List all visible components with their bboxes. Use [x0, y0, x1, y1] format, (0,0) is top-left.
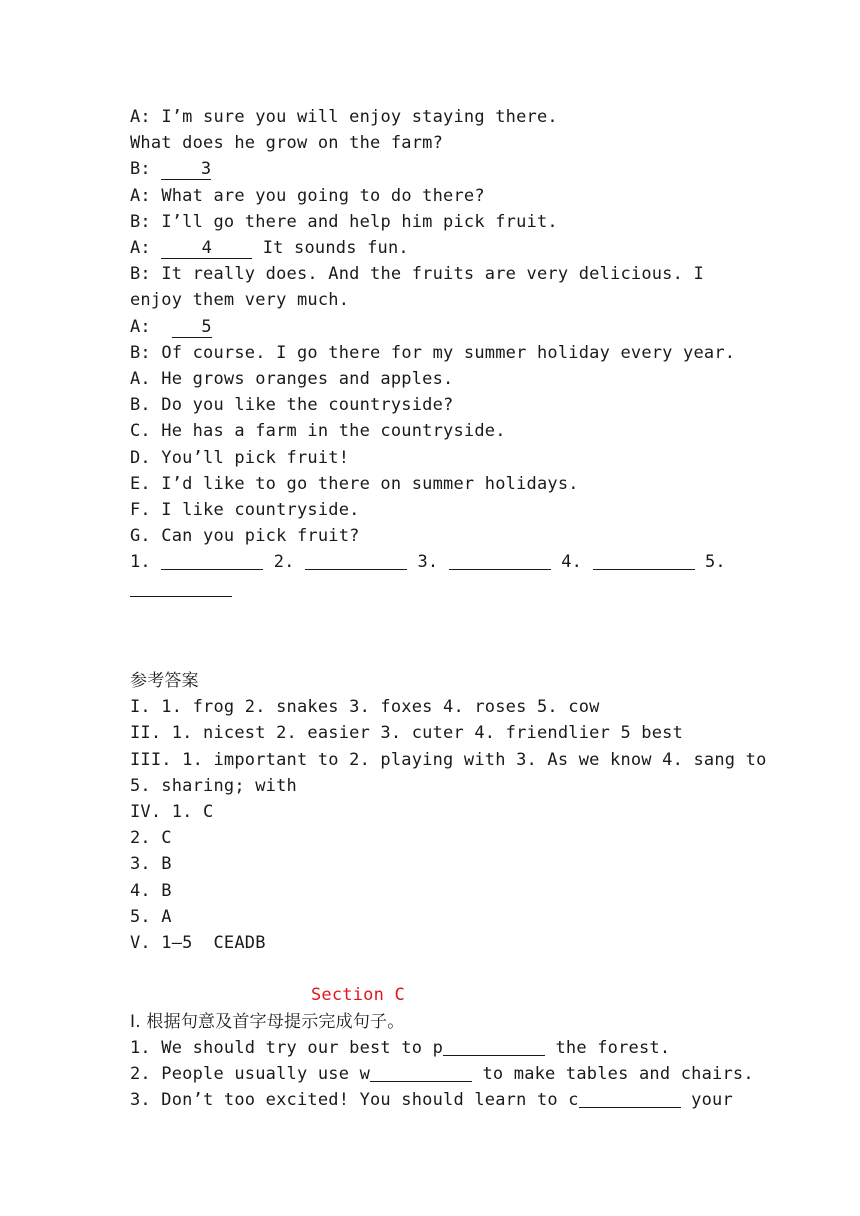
- blank-label: 2.: [273, 552, 295, 573]
- item-text: 2. People usually use w: [130, 1064, 371, 1085]
- speaker: B:: [130, 342, 151, 363]
- speaker: A:: [130, 316, 151, 337]
- answer-line: II. 1. nicest 2. easier 3. cuter 4. friendlier 5 best: [130, 723, 684, 744]
- spacer: [130, 628, 734, 668]
- answer-line: 5. A: [130, 906, 172, 927]
- option-item: F. I like countryside.: [130, 500, 360, 521]
- line-text: I’ll go there and help him pick fruit.: [161, 211, 558, 232]
- blank-number: 4: [201, 238, 213, 259]
- option-item: D. You’ll pick fruit!: [130, 447, 350, 468]
- blank-5: [172, 317, 212, 338]
- dialogue-line: [130, 314, 734, 340]
- answer-line: 4. B: [130, 880, 172, 901]
- answer-line: 3. B: [130, 854, 172, 875]
- line-text: Of course. I go there for my summer holiday every year.: [161, 342, 736, 363]
- dialogue-line: [130, 104, 734, 130]
- fill-blank: [579, 1089, 681, 1108]
- answer-line: 5. sharing; with: [130, 775, 297, 796]
- exercise-item: [130, 1087, 734, 1113]
- answer-line: V. 1—5 CEADB: [130, 933, 266, 954]
- answer-blank: [305, 551, 407, 570]
- answers-title: 参考答案: [130, 671, 199, 692]
- option-item: B. Do you like the countryside?: [130, 395, 454, 416]
- section-c-title: Section C: [311, 985, 405, 1006]
- dialogue-line: [130, 261, 734, 313]
- answer-blank: [593, 551, 695, 570]
- line-text: What does he grow on the farm?: [130, 133, 444, 154]
- spacer: [130, 956, 734, 982]
- answer-line: 2. C: [130, 828, 172, 849]
- dialogue-line: [130, 183, 734, 209]
- blank-label: 3.: [417, 552, 439, 573]
- fill-blank: [370, 1063, 472, 1082]
- answer-line: IV. 1. C: [130, 802, 214, 823]
- blank-4: [161, 238, 252, 259]
- dialogue-line: [130, 340, 734, 366]
- line-text: It sounds fun.: [262, 238, 409, 259]
- option-item: C. He has a farm in the countryside.: [130, 421, 506, 442]
- line-text: What are you going to do there?: [161, 185, 485, 206]
- answer-blank: [130, 578, 232, 597]
- dialogue-line: [130, 235, 734, 261]
- speaker: B:: [130, 264, 151, 285]
- dialogue-line: [130, 156, 734, 182]
- line-text: I’m sure you will enjoy staying there.: [161, 107, 558, 127]
- option-item: A. He grows oranges and apples.: [130, 369, 454, 390]
- line-text: It really does. And the fruits are very delicious. I enjoy them very much.: [130, 264, 704, 311]
- option-item: E. I’d like to go there on summer holidays.: [130, 473, 579, 494]
- spacer: [130, 602, 734, 628]
- dialogue-line: [130, 130, 734, 156]
- answer-blank: [449, 551, 551, 570]
- section-instruction: I. 根据句意及首字母提示完成句子。: [130, 1011, 405, 1032]
- fill-blank: [443, 1037, 545, 1056]
- item-text: 1. We should try our best to p: [130, 1037, 444, 1058]
- speaker: B:: [130, 159, 151, 180]
- blank-number: 3: [200, 159, 212, 180]
- item-text: 3. Don’t too excited! You should learn to c: [130, 1090, 579, 1111]
- speaker: A:: [130, 238, 151, 259]
- dialogue-line: [130, 209, 734, 235]
- item-text: the forest.: [545, 1037, 671, 1058]
- blank-number: 5: [201, 316, 212, 337]
- answer-line: I. 1. frog 2. snakes 3. foxes 4. roses 5. cow: [130, 697, 600, 718]
- item-text: your: [680, 1090, 733, 1111]
- exercise-item: [130, 1035, 734, 1061]
- blank-label: 4.: [561, 552, 583, 573]
- speaker: A:: [130, 185, 151, 206]
- blank-3: [161, 159, 211, 180]
- exercise-item: [130, 1061, 754, 1087]
- document-page: [130, 104, 767, 1113]
- speaker: B:: [130, 211, 151, 232]
- answer-blank: [161, 551, 263, 570]
- option-item: G. Can you pick fruit?: [130, 526, 360, 547]
- item-text: to make tables and chairs.: [472, 1064, 754, 1085]
- answer-line: III. 1. important to 2. playing with 3. As we know 4. sang to: [130, 749, 767, 770]
- answer-blanks-line: [130, 576, 734, 602]
- speaker: A:: [130, 107, 151, 127]
- blank-label: 5.: [705, 552, 726, 573]
- blank-label: 1.: [130, 552, 151, 573]
- answer-blanks-line: [130, 549, 734, 575]
